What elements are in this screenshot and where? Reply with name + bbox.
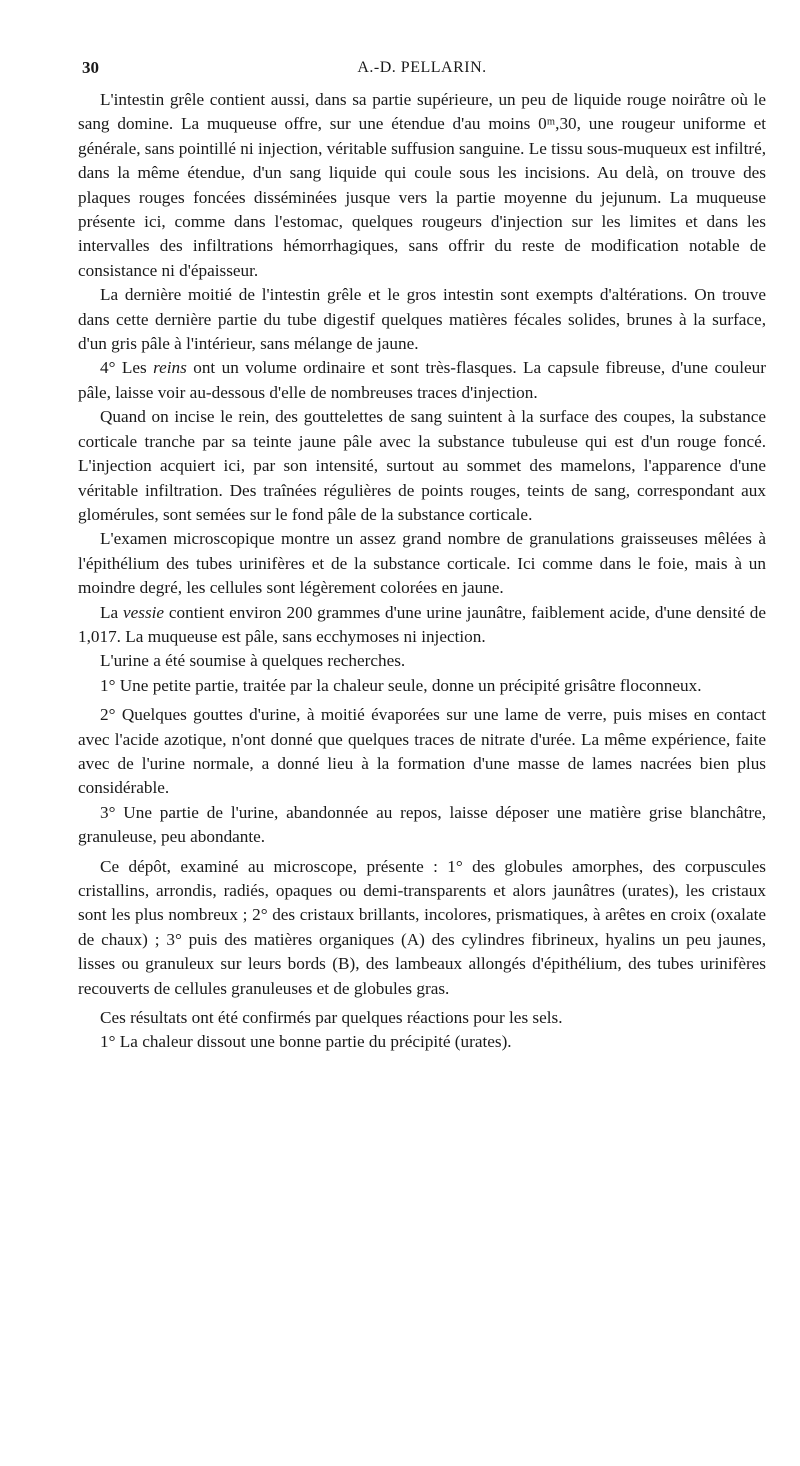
paragraph-rest: contient environ 200 grammes d'une urine jaunâtre, faiblement acide, d'une densité de 1,017. La muqueuse est pâle, sans ecchymoses ni injection. xyxy=(78,602,766,646)
paragraph-prefix: 4° Les xyxy=(100,358,154,378)
paragraph: 1° La chaleur dissout une bonne partie du précipité (urates). xyxy=(100,1032,512,1052)
book-page xyxy=(78,58,766,1448)
paragraph: Ce dépôt, examiné au microscope, présente : 1° des globules amorphes, des corpuscules cristallins, arrondis, radiés, opaques ou demi-transparents et alors jaunâtres (urates), les cristaux sont les plus nombreux ; 2° des cristaux brillants, incolores, prismatiques, à arêtes en croix (oxalate de chaux) ; 3° puis des matières organiques (A) des cylindres fibrineux, hyalins un peu jaunes, lisses ou granuleux sur leurs bords (B), des lambeaux allongés d'épithélium, des tubes urinifères recouverts de cellules granuleuses et de globules gras. xyxy=(78,856,766,998)
running-head: A.-D. PELLARIN. xyxy=(357,59,487,76)
paragraph: Quand on incise le rein, des gouttelettes de sang suintent à la surface des coupes, la substance corticale tranche par sa teinte jaune pâle avec la substance tubuleuse qui est d'un rouge foncé. L'injection acquiert ici, par son intensité, surtout au sommet des mamelons, l'apparence d'une véritable infiltration. Des traînées régulières de points rouges, teints de sang, correspondant aux glomérules, sont semées sur le fond pâle de la substance corticale. xyxy=(78,407,766,524)
page-number: 30 xyxy=(82,58,99,77)
paragraph-rest: ont un volume ordinaire et sont très-flasques. La capsule fibreuse, d'une couleur pâle, laisse voir au-dessous d'elle de nombreuses traces d'injection. xyxy=(78,358,766,402)
emphasis-term: reins xyxy=(153,358,187,378)
paragraph: L'urine a été soumise à quelques recherches. xyxy=(100,651,406,671)
paragraph: Ces résultats ont été confirmés par quelques réactions pour les sels. xyxy=(100,1008,563,1028)
body-text xyxy=(78,88,766,1055)
page-header xyxy=(78,58,766,88)
paragraph: 1° Une petite partie, traitée par la chaleur seule, donne un précipité grisâtre floconneux. xyxy=(100,675,702,695)
paragraph: 2° Quelques gouttes d'urine, à moitié évaporées sur une lame de verre, puis mises en contact avec l'acide azotique, n'ont donné que quelques traces de nitrate d'urée. La même expérience, faite avec de l'urine normale, a donné lieu à la formation d'une masse de lames nacrées bien plus considérable. xyxy=(78,705,766,798)
paragraph: La dernière moitié de l'intestin grêle et le gros intestin sont exempts d'altérations. On trouve dans cette dernière partie du tube digestif quelques matières fécales solides, brunes à la surface, d'un gris pâle à l'intérieur, sans mélange de jaune. xyxy=(78,285,766,354)
paragraph: L'examen microscopique montre un assez grand nombre de granulations graisseuses mêlées à l'épithélium des tubes urinifères et de la substance corticale. Ici comme dans le foie, mais à un moindre degré, les cellules sont légèrement colorées en jaune. xyxy=(78,529,766,598)
emphasis-term: vessie xyxy=(123,602,165,622)
paragraph: L'intestin grêle contient aussi, dans sa partie supérieure, un peu de liquide rouge noirâtre où le sang domine. La muqueuse offre, sur une étendue d'au moins 0ᵐ,30, une rougeur uniforme et générale, sans pointillé ni injection, véritable suffusion sanguine. Le tissu sous-muqueux est infiltré, dans la même étendue, d'un sang liquide qui coule sous les incisions. Au delà, on trouve des plaques rouges foncées disséminées jusque vers la partie moyenne du jejunum. La muqueuse présente ici, comme dans l'estomac, quelques rougeurs d'injection sur les limites et dans les intervalles des infiltrations hémorrhagiques, sans offrir du reste de modification notable de consistance ni d'épaisseur. xyxy=(78,90,766,280)
paragraph xyxy=(78,601,766,650)
paragraph-prefix: La xyxy=(100,602,123,622)
paragraph xyxy=(78,356,766,405)
paragraph: 3° Une partie de l'urine, abandonnée au repos, laisse déposer une matière grise blanchâtre, granuleuse, peu abondante. xyxy=(78,802,766,847)
